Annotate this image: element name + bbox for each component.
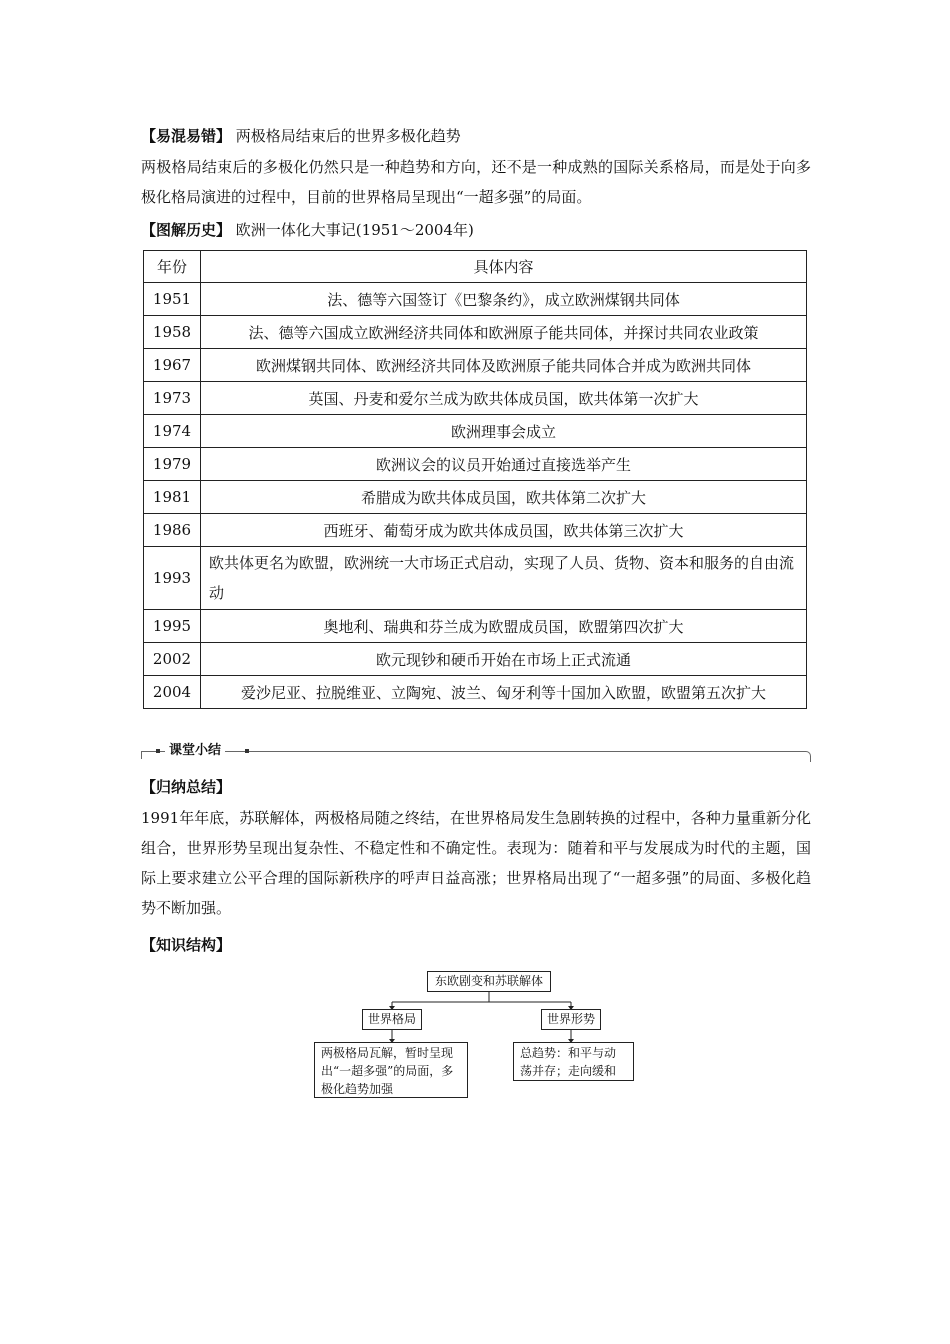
header-content: 具体内容 — [201, 251, 807, 283]
header-year: 年份 — [144, 251, 201, 283]
right-detail-node: 总趋势：和平与动荡并存；走向缓和 — [513, 1042, 634, 1081]
row-content: 欧洲煤钢共同体、欧洲经济共同体及欧洲原子能共同体合并成为欧洲共同体 — [201, 349, 807, 382]
row-year: 1979 — [144, 448, 201, 481]
diagram-history-title: 欧洲一体化大事记(1951～2004年) — [235, 221, 474, 239]
class-summary-label: 课堂小结 — [165, 742, 225, 760]
left-branch-node: 世界格局 — [362, 1009, 422, 1030]
left-detail-node: 两极格局瓦解，暂时呈现出“一超多强”的局面，多极化趋势加强 — [314, 1042, 468, 1098]
row-content: 法、德等六国成立欧洲经济共同体和欧洲原子能共同体，并探讨共同农业政策 — [201, 316, 807, 349]
easy-confuse-tag: 【易混易错】 — [141, 127, 232, 145]
row-year: 2002 — [144, 643, 201, 676]
row-year: 1995 — [144, 610, 201, 643]
row-content: 英国、丹麦和爱尔兰成为欧共体成员国，欧共体第一次扩大 — [201, 382, 807, 415]
easy-confuse-title: 两极格局结束后的世界多极化趋势 — [235, 127, 461, 145]
row-content: 西班牙、葡萄牙成为欧共体成员国，欧共体第三次扩大 — [201, 514, 807, 547]
induction-paragraph: 1991年年底，苏联解体，两极格局随之终结，在世界格局发生急剧转换的过程中，各种力量重新分化组合，世界形势呈现出复杂性、不稳定性和不确定性。表现为：随着和平与发展成为时代的主题，国际上要求建立公平合理的国际新秩序的呼声日益高涨；世界格局出现了“一超多强”的局面、多极化趋势不断加强。 — [141, 809, 811, 917]
row-content: 奥地利、瑞典和芬兰成为欧盟成员国，欧盟第四次扩大 — [201, 610, 807, 643]
row-year: 1973 — [144, 382, 201, 415]
row-content: 希腊成为欧共体成员国，欧共体第二次扩大 — [201, 481, 807, 514]
right-branch-node: 世界形势 — [541, 1009, 601, 1030]
row-year: 1967 — [144, 349, 201, 382]
row-content: 欧共体更名为欧盟，欧洲统一大市场正式启动，实现了人员、货物、资本和服务的自由流动 — [201, 547, 807, 610]
row-content: 法、德等六国签订《巴黎条约》，成立欧洲煤钢共同体 — [201, 283, 807, 316]
row-content: 欧元现钞和硬币开始在市场上正式流通 — [201, 643, 807, 676]
diagram-history-tag: 【图解历史】 — [141, 221, 232, 239]
row-year: 1993 — [144, 547, 201, 610]
root-node: 东欧剧变和苏联解体 — [427, 971, 551, 992]
row-year: 1958 — [144, 316, 201, 349]
row-year: 1981 — [144, 481, 201, 514]
row-year: 1951 — [144, 283, 201, 316]
row-year: 2004 — [144, 676, 201, 709]
row-content: 爱沙尼亚、拉脱维亚、立陶宛、波兰、匈牙利等十国加入欧盟，欧盟第五次扩大 — [201, 676, 807, 709]
row-year: 1986 — [144, 514, 201, 547]
easy-confuse-paragraph: 两极格局结束后的多极化仍然只是一种趋势和方向，还不是一种成熟的国际关系格局，而是处于向多极化格局演进的过程中，目前的世界格局呈现出“一超多强”的局面。 — [141, 158, 811, 206]
row-year: 1974 — [144, 415, 201, 448]
induction-tag: 【归纳总结】 — [141, 778, 232, 796]
knowledge-structure-tag: 【知识结构】 — [141, 936, 232, 954]
row-content: 欧洲理事会成立 — [201, 415, 807, 448]
row-content: 欧洲议会的议员开始通过直接选举产生 — [201, 448, 807, 481]
